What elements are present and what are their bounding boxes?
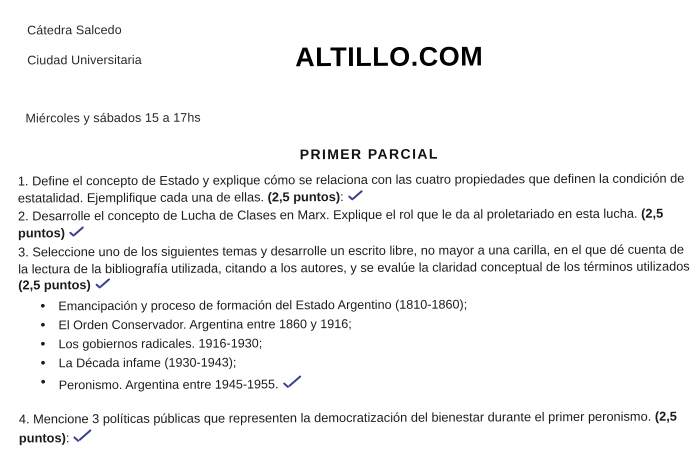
topic-label-3: Los gobiernos radicales. 1916-1930; [58, 336, 262, 351]
handwritten-check-icon [348, 188, 364, 200]
header-schedule-line: Miércoles y sábados 15 a 17hs [25, 111, 200, 126]
question-text-4: Mencione 3 políticas públicas que representen la democratización del bienestar durante el primer peronismo. [33, 409, 655, 427]
question-number-4: 4. [19, 411, 30, 426]
header-chair-line: Cátedra Salcedo [27, 23, 122, 37]
header-campus-line: Ciudad Universitaria [27, 53, 142, 67]
site-watermark: ALTILLO.COM [295, 41, 483, 73]
topic-list [18, 296, 690, 393]
page-title: PRIMER PARCIAL [300, 146, 439, 163]
question-number-3: 3. [18, 244, 29, 259]
question-tail-1: : [340, 189, 344, 204]
question-text-3: Seleccione uno de los siguientes temas y desarrolle un escrito libre, no mayor a una carilla, en el que dé cuenta de la lectura de la bibliografía utilizada, citando a los autores, y se evalúe la claridad conceptual de los términos utilizados [18, 242, 690, 276]
question-text-2: Desarrolle el concepto de Lucha de Clases en Marx. Explique el rol que le da al proletariado en esta lucha. [32, 206, 641, 224]
question-text-1: Define el concepto de Estado y explique cómo se relaciona con las cuatro propiedades que definen la condición de estatalidad. Ejemplifique cada una de ellas. [18, 171, 685, 205]
exam-body [18, 171, 691, 448]
list-item [59, 353, 691, 371]
handwritten-check-icon [282, 374, 302, 388]
question-item-4 [19, 409, 691, 447]
question-number-1: 1. [18, 173, 29, 188]
list-item [58, 315, 690, 333]
question-number-2: 2. [18, 208, 29, 223]
question-points-1: (2,5 puntos) [268, 189, 341, 204]
question-item-3 [18, 242, 690, 294]
question-item-1 [18, 171, 690, 207]
list-item [58, 334, 690, 352]
question-tail-4: : [66, 430, 70, 445]
question-points-2: (2,5 puntos) [18, 206, 663, 240]
topic-label-4: La Década infame (1930-1943); [59, 355, 237, 370]
question-points-4: (2,5 puntos) [19, 409, 677, 445]
question-points-3: (2,5 puntos) [18, 277, 91, 292]
topic-label-1: Emancipación y proceso de formación del Estado Argentino (1810-1860); [58, 297, 467, 313]
handwritten-check-icon [73, 428, 93, 442]
question-item-2 [18, 206, 690, 242]
list-item [59, 372, 691, 393]
topic-label-2: El Orden Conservador. Argentina entre 1860 y 1916; [58, 316, 351, 331]
list-item [58, 296, 690, 314]
handwritten-check-icon [95, 277, 111, 289]
handwritten-check-icon [69, 225, 85, 237]
topic-label-5: Peronismo. Argentina entre 1945-1955. [59, 377, 279, 392]
